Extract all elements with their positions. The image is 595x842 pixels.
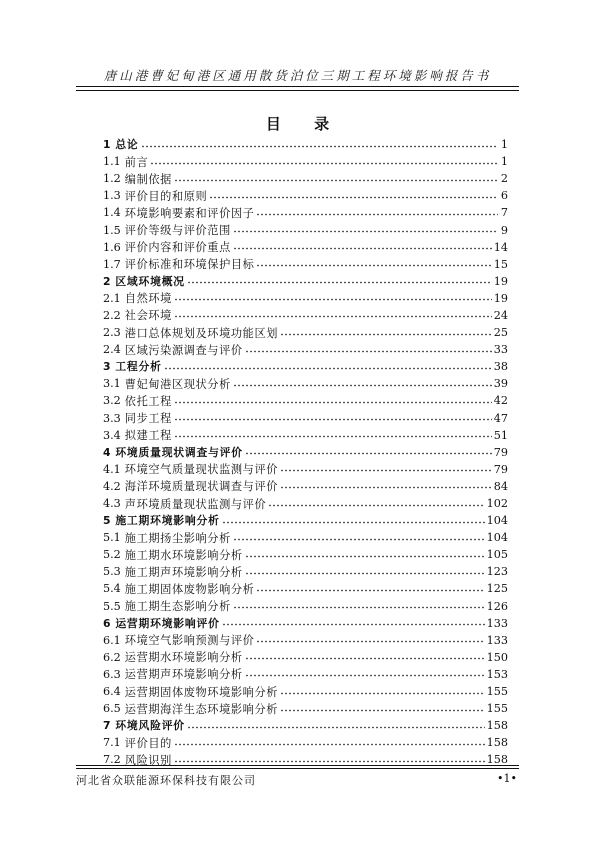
toc-section-entry[interactable] <box>103 427 508 444</box>
toc-entry-label: 评价等级与评价范围 <box>124 224 231 238</box>
toc-dot-leader <box>222 521 485 524</box>
toc-entry-page: 19 <box>493 274 508 288</box>
toc-entry-page: 19 <box>493 291 508 305</box>
toc-entry-page: 104 <box>486 514 508 528</box>
toc-entry-label: 自然环境 <box>124 292 172 306</box>
toc-entry-page: 133 <box>486 616 508 630</box>
toc-entry-number: 5 <box>103 514 112 528</box>
toc-dot-leader <box>187 726 485 729</box>
toc-entry-label: 总论 <box>115 138 139 152</box>
toc-entry-number: 1.1 <box>103 155 121 169</box>
footer-rule-thin <box>76 765 519 766</box>
footer-rule <box>76 768 519 769</box>
toc-section-entry[interactable] <box>103 529 508 546</box>
toc-entry-label: 施工期固体废物影响分析 <box>124 582 255 596</box>
toc-entry-number: 2.1 <box>103 291 121 305</box>
toc-dot-leader <box>233 230 498 233</box>
toc-entry-page: 33 <box>493 343 508 357</box>
toc-entry-number: 6.4 <box>103 685 121 699</box>
toc-title: 目 录 <box>265 115 344 133</box>
toc-chapter-entry[interactable] <box>103 273 508 290</box>
toc-entry-label: 运营期水环境影响分析 <box>124 651 243 665</box>
toc-section-entry[interactable] <box>103 734 508 751</box>
toc-entry-label: 区域污染源调查与评价 <box>124 343 243 357</box>
toc-dot-leader <box>245 572 485 575</box>
toc-entry-number: 7.1 <box>103 736 121 750</box>
toc-entry-label: 施工期声环境影响分析 <box>124 565 243 579</box>
toc-entry-number: 7.2 <box>103 753 121 767</box>
toc-entry-number: 2.3 <box>103 326 121 340</box>
toc-entry-label: 港口总体规划及环境功能区划 <box>124 326 279 340</box>
toc-dot-leader <box>174 760 485 763</box>
toc-section-entry[interactable] <box>103 666 508 683</box>
toc-entry-number: 6.3 <box>103 667 121 681</box>
toc-entry-number: 6.1 <box>103 633 121 647</box>
toc-entry-label: 施工期生态影响分析 <box>124 600 231 614</box>
toc-entry-page: 7 <box>500 206 508 220</box>
toc-entry-label: 运营期声环境影响分析 <box>124 668 243 682</box>
toc-entry-label: 拟建工程 <box>124 429 172 443</box>
toc-dot-leader <box>150 162 498 165</box>
toc-dot-leader <box>280 469 492 472</box>
toc-dot-leader <box>256 640 484 643</box>
toc-entry-page: 150 <box>486 650 508 664</box>
toc-entry-number: 3 <box>103 360 112 374</box>
toc-dot-leader <box>222 623 485 626</box>
toc-entry-number: 5.1 <box>103 531 121 545</box>
toc-entry-label: 曹妃甸港区现状分析 <box>124 377 231 391</box>
toc-section-entry[interactable] <box>103 170 508 187</box>
toc-section-entry[interactable] <box>103 392 508 409</box>
toc-section-entry[interactable] <box>103 632 508 649</box>
toc-chapter-entry[interactable] <box>103 358 508 375</box>
toc-entry-label: 前言 <box>124 155 149 169</box>
toc-entry-label: 风险识别 <box>124 753 172 767</box>
toc-section-entry[interactable] <box>103 546 508 563</box>
toc-entry-number: 5.4 <box>103 582 121 596</box>
toc-entry-label: 评价目的 <box>124 736 172 750</box>
toc-section-entry[interactable] <box>103 221 508 238</box>
toc-entry-number: 6.2 <box>103 650 121 664</box>
toc-dot-leader <box>280 486 492 489</box>
toc-section-entry[interactable] <box>103 649 508 666</box>
toc-entry-page: 158 <box>486 753 508 767</box>
toc-section-entry[interactable] <box>103 461 508 478</box>
toc-dot-leader <box>174 418 492 421</box>
header-rule <box>76 86 519 87</box>
toc-dot-leader <box>245 674 485 677</box>
toc-entry-page: 6 <box>500 189 508 203</box>
toc-dot-leader <box>164 367 492 370</box>
toc-entry-label: 评价目的和原则 <box>124 189 208 203</box>
toc-section-entry[interactable] <box>103 598 508 615</box>
toc-section-entry[interactable] <box>103 324 508 341</box>
toc-entry-page: 123 <box>486 565 508 579</box>
toc-entry-number: 1.6 <box>103 240 121 254</box>
toc-entry-number: 6 <box>103 616 112 630</box>
toc-section-entry[interactable] <box>103 153 508 170</box>
toc-dot-leader <box>280 333 492 336</box>
toc-dot-leader <box>280 709 485 712</box>
toc-entry-page: 102 <box>486 497 508 511</box>
toc-entry-number: 1.3 <box>103 189 121 203</box>
toc-entry-page: 155 <box>486 702 508 716</box>
toc-section-entry[interactable] <box>103 700 508 717</box>
toc-dot-leader <box>233 384 492 387</box>
toc-entry-label: 评价标准和环境保护目标 <box>124 258 255 272</box>
toc-section-entry[interactable] <box>103 341 508 358</box>
toc-entry-page: 84 <box>493 479 508 493</box>
toc-entry-page: 42 <box>493 394 508 408</box>
toc-dot-leader <box>209 196 498 199</box>
toc-entry-number: 5.2 <box>103 548 121 562</box>
toc-entry-page: 47 <box>493 411 508 425</box>
toc-section-entry[interactable] <box>103 290 508 307</box>
toc-entry-page: 39 <box>493 377 508 391</box>
toc-section-entry[interactable] <box>103 239 508 256</box>
toc-entry-label: 环境质量现状调查与评价 <box>115 445 243 459</box>
toc-entry-number: 2.2 <box>103 308 121 322</box>
toc-entry-page: 14 <box>493 240 508 254</box>
toc-entry-page: 105 <box>486 548 508 562</box>
toc-dot-leader <box>187 281 492 284</box>
toc-entry-page: 133 <box>486 633 508 647</box>
toc-dot-leader <box>174 315 492 318</box>
toc-entry-number: 1.4 <box>103 206 121 220</box>
toc-section-entry[interactable] <box>103 307 508 324</box>
toc-section-entry[interactable] <box>103 495 508 512</box>
toc-entry-label: 海洋环境质量现状调查与评价 <box>124 480 279 494</box>
toc-entry-number: 3.4 <box>103 428 121 442</box>
toc-entry-page: 2 <box>500 172 508 186</box>
toc-entry-number: 4.2 <box>103 479 121 493</box>
toc-entry-page: 79 <box>493 445 508 459</box>
toc-entry-label: 社会环境 <box>124 309 172 323</box>
toc-chapter-entry[interactable] <box>103 717 508 734</box>
toc-dot-leader <box>233 606 485 609</box>
toc-entry-page: 1 <box>500 138 508 152</box>
toc-chapter-entry[interactable] <box>103 136 508 153</box>
toc-entry-label: 运营期固体废物环境影响分析 <box>124 685 279 699</box>
toc-dot-leader <box>233 538 485 541</box>
toc-entry-label: 工程分析 <box>115 360 162 374</box>
toc-entry-label: 区域环境概况 <box>115 274 185 288</box>
toc-entry-label: 编制依据 <box>124 172 172 186</box>
toc-entry-label: 依托工程 <box>124 394 172 408</box>
toc-entry-page: 125 <box>486 582 508 596</box>
toc-entry-label: 运营期环境影响评价 <box>115 616 220 630</box>
toc-dot-leader <box>174 179 498 182</box>
toc-dot-leader <box>174 401 492 404</box>
toc-entry-page: 158 <box>486 719 508 733</box>
toc-entry-label: 评价内容和评价重点 <box>124 241 231 255</box>
toc-entry-page: 104 <box>486 531 508 545</box>
toc-chapter-entry[interactable] <box>103 615 508 632</box>
toc-entry-page: 155 <box>486 685 508 699</box>
toc-entry-page: 79 <box>493 462 508 476</box>
toc-section-entry[interactable] <box>103 563 508 580</box>
toc-entry-page: 158 <box>486 736 508 750</box>
toc-entry-label: 声环境质量现状监测与评价 <box>124 497 267 511</box>
toc-dot-leader <box>245 350 492 353</box>
table-of-contents <box>103 136 508 768</box>
toc-dot-leader <box>256 264 491 267</box>
header-rule-thin <box>76 90 519 91</box>
toc-entry-page: 1 <box>500 155 508 169</box>
toc-entry-page: 51 <box>493 428 508 442</box>
toc-entry-number: 2.4 <box>103 343 121 357</box>
toc-dot-leader <box>174 743 485 746</box>
footer-page-number: •1• <box>497 772 517 785</box>
toc-dot-leader <box>256 213 498 216</box>
toc-entry-page: 9 <box>500 223 508 237</box>
toc-entry-page: 126 <box>486 599 508 613</box>
toc-section-entry[interactable] <box>103 478 508 495</box>
toc-entry-number: 4 <box>103 445 112 459</box>
toc-section-entry[interactable] <box>103 375 508 392</box>
running-header-title: 唐山港曹妃甸港区通用散货泊位三期工程环境影响报告书 <box>103 68 492 83</box>
toc-entry-number: 5.3 <box>103 565 121 579</box>
toc-section-entry[interactable] <box>103 683 508 700</box>
toc-entry-label: 环境影响要素和评价因子 <box>124 206 255 220</box>
toc-entry-label: 施工期扬尘影响分析 <box>124 531 231 545</box>
toc-entry-number: 4.1 <box>103 462 121 476</box>
toc-chapter-entry[interactable] <box>103 444 508 461</box>
toc-entry-label: 同步工程 <box>124 412 172 426</box>
toc-entry-label: 环境空气质量现状监测与评价 <box>124 463 279 477</box>
toc-section-entry[interactable] <box>103 256 508 273</box>
toc-section-entry[interactable] <box>103 204 508 221</box>
toc-dot-leader <box>280 692 485 695</box>
toc-entry-label: 施工期水环境影响分析 <box>124 548 243 562</box>
toc-entry-number: 3.1 <box>103 377 121 391</box>
toc-dot-leader <box>174 435 492 438</box>
footer-company: 河北省众联能源环保科技有限公司 <box>76 774 256 787</box>
toc-dot-leader <box>268 504 484 507</box>
toc-dot-leader <box>245 657 485 660</box>
toc-dot-leader <box>245 452 492 455</box>
toc-entry-page: 25 <box>493 326 508 340</box>
toc-entry-page: 38 <box>493 360 508 374</box>
toc-entry-number: 1.7 <box>103 257 121 271</box>
toc-entry-number: 7 <box>103 719 112 733</box>
toc-entry-page: 15 <box>493 257 508 271</box>
toc-entry-number: 1.2 <box>103 172 121 186</box>
toc-dot-leader <box>245 555 485 558</box>
toc-dot-leader <box>256 589 484 592</box>
toc-entry-label: 环境风险评价 <box>115 719 185 733</box>
toc-entry-number: 3.2 <box>103 394 121 408</box>
toc-section-entry[interactable] <box>103 580 508 597</box>
toc-section-entry[interactable] <box>103 410 508 427</box>
toc-entry-page: 153 <box>486 667 508 681</box>
toc-dot-leader <box>141 145 498 148</box>
toc-entry-number: 1.5 <box>103 223 121 237</box>
toc-entry-label: 运营期海洋生态环境影响分析 <box>124 702 279 716</box>
toc-entry-number: 1 <box>103 138 112 152</box>
toc-entry-number: 2 <box>103 274 112 288</box>
toc-dot-leader <box>233 247 492 250</box>
toc-entry-number: 4.3 <box>103 497 121 511</box>
toc-entry-label: 施工期环境影响分析 <box>115 514 220 528</box>
toc-dot-leader <box>174 298 492 301</box>
toc-entry-page: 24 <box>493 308 508 322</box>
toc-entry-number: 6.5 <box>103 702 121 716</box>
toc-entry-number: 5.5 <box>103 599 121 613</box>
toc-chapter-entry[interactable] <box>103 512 508 529</box>
toc-section-entry[interactable] <box>103 187 508 204</box>
toc-entry-label: 环境空气影响预测与评价 <box>124 634 255 648</box>
toc-entry-number: 3.3 <box>103 411 121 425</box>
